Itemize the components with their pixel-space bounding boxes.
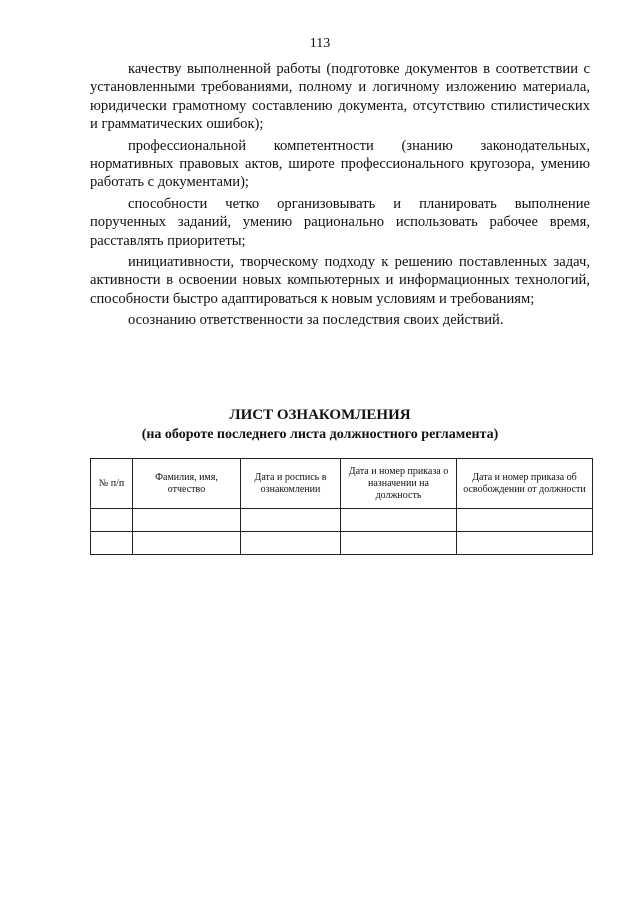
regulation-text bbox=[90, 60, 590, 333]
column-header-full-name: Фамилия, имя, отчество bbox=[133, 459, 241, 509]
table-cell bbox=[133, 509, 241, 532]
paragraph-initiative: инициативности, творческому подходу к решению поставленных задач, активности в освоении новых компьютерных и информационных технологий, способности быстро адаптироваться к новым условиям и требованиям; bbox=[90, 254, 590, 307]
table-cell bbox=[457, 509, 593, 532]
paragraph-responsibility: осознанию ответственности за последствия своих действий. bbox=[128, 312, 504, 329]
table-cell bbox=[241, 509, 341, 532]
paragraph-competence: профессиональной компетентности (знанию законодательных, нормативных правовых актов, широте профессионального кругозора, умению работать с документами); bbox=[90, 137, 590, 191]
table-header-row bbox=[91, 459, 593, 509]
acknowledgment-subtitle: (на обороте последнего листа должностного регламента) bbox=[141, 427, 499, 442]
acknowledgment-table bbox=[90, 458, 593, 555]
table-row bbox=[91, 532, 593, 555]
column-header-dismissal-order: Дата и номер приказа об освобождении от должности bbox=[457, 459, 593, 509]
paragraph-organization: способности четко организовывать и планировать выполнение порученных заданий, умению рационально использовать рабочее время, расставлять приоритеты; bbox=[90, 195, 590, 249]
table-cell bbox=[91, 532, 133, 555]
table-cell bbox=[241, 532, 341, 555]
table-cell bbox=[457, 532, 593, 555]
acknowledgment-heading bbox=[0, 406, 640, 444]
table-cell bbox=[341, 532, 457, 555]
column-header-number: № п/п bbox=[91, 459, 133, 509]
column-header-date-signature: Дата и роспись в ознакомлении bbox=[241, 459, 341, 509]
page-number: 113 bbox=[309, 36, 331, 51]
table-cell bbox=[133, 532, 241, 555]
acknowledgment-title: ЛИСТ ОЗНАКОМЛЕНИЯ bbox=[229, 407, 411, 423]
paragraph-work-quality: качеству выполненной работы (подготовке документов в соответствии с установленными требованиями, полному и логичному изложению материала, юридически грамотному составлению документа, отсутствию стилистических и грамматических ошибок); bbox=[90, 61, 590, 133]
table-cell bbox=[91, 509, 133, 532]
table-row bbox=[91, 509, 593, 532]
table-cell bbox=[341, 509, 457, 532]
column-header-appointment-order: Дата и номер приказа о назначении на должность bbox=[341, 459, 457, 509]
